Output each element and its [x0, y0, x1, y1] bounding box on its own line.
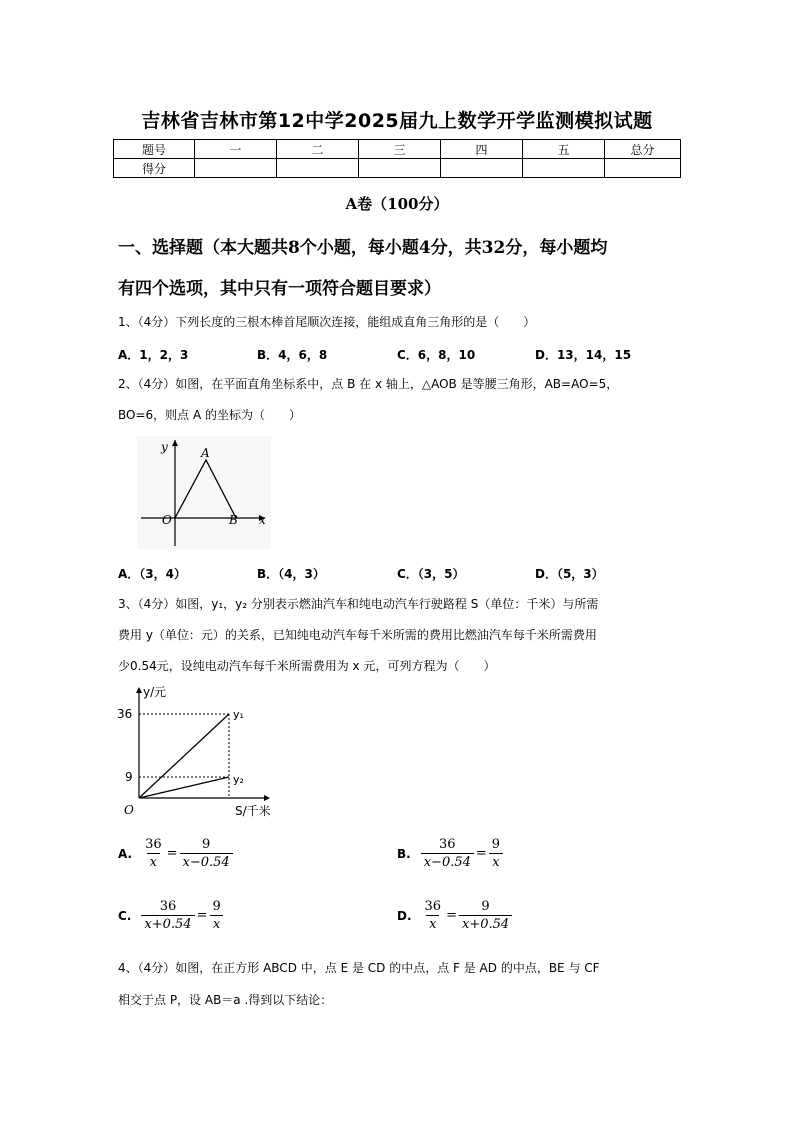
q2-option-c[interactable]: C．（3，5）	[397, 567, 465, 581]
option-label: B.	[397, 846, 411, 861]
score-cell[interactable]	[523, 159, 605, 178]
option-label: D.	[397, 908, 412, 923]
page-title: 吉林省吉林市第12中学2025届九上数学开学监测模拟试题	[141, 110, 653, 132]
section-a-heading: A卷（100分）	[345, 195, 449, 213]
q3-option-c[interactable]	[118, 898, 224, 933]
question-3-line1: 3、（4分）如图，y₁，y₂ 分别表示燃油汽车和纯电动汽车行驶路程 S（单位：千米）与所需	[118, 597, 599, 611]
score-header-cell: 二	[277, 140, 359, 159]
fraction-left: $\frac{36}{x+0.54}$	[141, 898, 194, 933]
y-axis-label: y/元	[143, 685, 167, 699]
q2-triangle-figure	[137, 436, 271, 549]
fraction-right: $\frac{9}{x+0.54}$	[459, 898, 512, 933]
score-cell[interactable]	[195, 159, 277, 178]
tick-9: 9	[125, 770, 133, 784]
tick-36: 36	[117, 707, 133, 721]
q2-option-a[interactable]: A．（3，4）	[118, 567, 186, 581]
score-table-score-row	[114, 159, 681, 178]
equals-sign: =	[166, 846, 178, 861]
score-header-cell: 五	[523, 140, 605, 159]
equals-sign: =	[196, 908, 208, 923]
q1-option-a[interactable]: A．1，2，3	[118, 348, 189, 362]
q3-cost-distance-figure	[115, 684, 285, 824]
option-label: A.	[118, 846, 133, 861]
x-label: x	[259, 513, 266, 527]
y1-label: y₁	[233, 708, 244, 721]
question-4-line1: 4、（4分）如图，在正方形 ABCD 中，点 E 是 CD 的中点，点 F 是 AD 的中点，BE 与 CF	[118, 961, 600, 975]
score-header-cell: 四	[441, 140, 523, 159]
x-axis-arrow	[264, 795, 270, 801]
q1-option-c[interactable]: C．6，8，10	[397, 348, 476, 362]
q2-option-d[interactable]: D．（5，3）	[535, 567, 604, 581]
line-y2	[139, 777, 229, 798]
question-2-line2: BO=6，则点 A 的坐标为（ ）	[118, 408, 301, 422]
q1-option-d[interactable]: D．13，14，15	[535, 348, 632, 362]
fraction-left: $\frac{36}{x}$	[145, 837, 162, 870]
score-table-header-row	[114, 140, 681, 159]
score-header-cell: 题号	[114, 140, 195, 159]
question-4-line2: 相交于点 P，设 AB＝a .得到以下结论：	[118, 993, 333, 1007]
q3-option-d[interactable]	[397, 898, 512, 933]
score-header-cell: 一	[195, 140, 277, 159]
score-cell[interactable]	[605, 159, 681, 178]
question-2-line1: 2、（4分）如图，在平面直角坐标系中，点 B 在 x 轴上，△AOB 是等腰三角形，AB=AO=5，	[118, 377, 619, 391]
y2-label: y₂	[233, 773, 244, 786]
point-a-label: A	[201, 446, 210, 460]
q3-option-a[interactable]	[118, 836, 233, 871]
score-cell[interactable]	[441, 159, 523, 178]
q2-option-b[interactable]: B．（4，3）	[257, 567, 325, 581]
score-row-label: 得分	[114, 159, 195, 178]
fraction-right: $\frac{9}{x-0.54}$	[180, 836, 233, 871]
equals-sign: =	[475, 846, 487, 861]
fraction-left: $\frac{36}{x-0.54}$	[421, 836, 474, 871]
score-cell[interactable]	[277, 159, 359, 178]
section-1-heading-line1: 一、选择题（本大题共8个小题，每小题4分，共32分，每小题均	[118, 238, 608, 258]
score-header-cell: 三	[359, 140, 441, 159]
q1-option-b[interactable]: B．4，6，8	[257, 348, 328, 362]
question-1-text: 1、（4分）下列长度的三根木棒首尾顺次连接，能组成直角三角形的是（ ）	[118, 315, 536, 329]
equals-sign: =	[446, 908, 457, 923]
score-table	[113, 139, 681, 178]
fraction-left: $\frac{36}{x}$	[424, 899, 442, 932]
question-3-line3: 少0.54元，设纯电动汽车每千米所需费用为 x 元，可列方程为（ ）	[118, 659, 496, 673]
y-axis-arrow	[136, 687, 142, 693]
option-label: C.	[118, 908, 132, 923]
score-cell[interactable]	[359, 159, 441, 178]
question-3-line2: 费用 y（单位：元）的关系，已知纯电动汽车每千米所需的费用比燃油汽车每千米所需费用	[118, 628, 597, 642]
x-axis-label: S/千米	[235, 804, 271, 818]
origin-label: O	[124, 803, 134, 817]
fraction-right: $\frac{9}{x}$	[489, 836, 503, 871]
section-1-heading-line2: 有四个选项，其中只有一项符合题目要求）	[118, 279, 441, 299]
q3-option-b[interactable]	[397, 836, 503, 871]
score-header-cell: 总分	[605, 140, 681, 159]
line-y1	[139, 714, 229, 798]
origin-label: O	[162, 513, 172, 527]
fraction-right: $\frac{9}{x}$	[209, 898, 223, 933]
point-b-label: B	[229, 513, 238, 527]
y-label: y	[161, 440, 168, 454]
